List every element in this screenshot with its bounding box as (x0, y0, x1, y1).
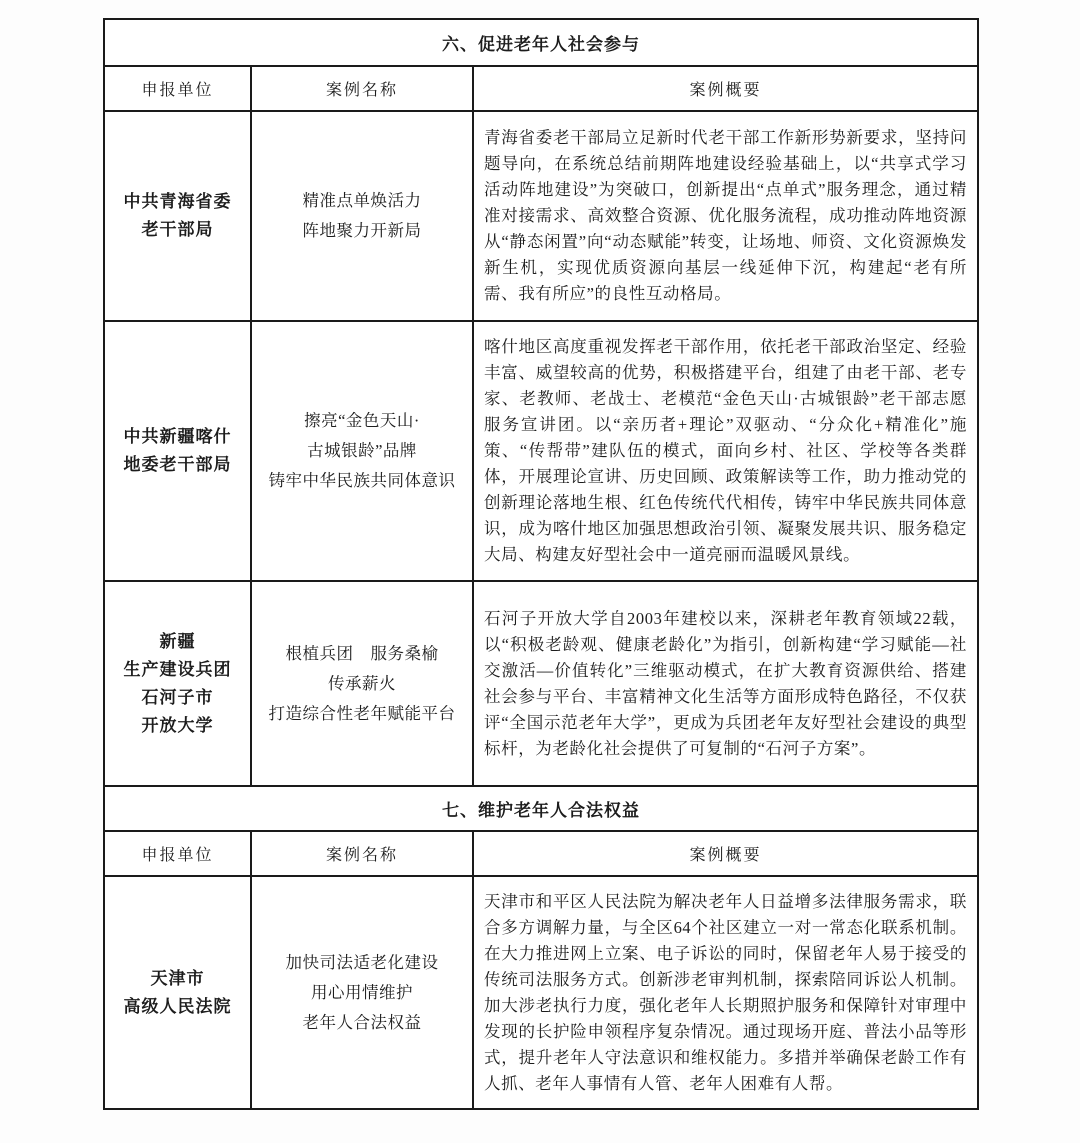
case-name-line: 古城银龄”品牌 (307, 441, 417, 460)
column-header-case: 案例名称 (250, 832, 472, 875)
section-7-header-row (105, 830, 977, 875)
table-row (105, 875, 977, 1108)
case-name-line: 打造综合性老年赋能平台 (268, 703, 456, 723)
case-name-cell (250, 322, 472, 580)
section-title-text: 七、维护老年人合法权益 (442, 801, 640, 820)
table-row (105, 580, 977, 785)
case-name-line: 根植兵团 服务桑榆 (285, 643, 439, 663)
case-name-line: 老年人合法权益 (302, 1012, 422, 1032)
unit-cell (105, 322, 250, 580)
section-title-text: 六、促进老年人社会参与 (442, 35, 640, 54)
unit-line: 高级人民法院 (123, 996, 232, 1016)
summary-cell (472, 582, 977, 785)
table-row (105, 320, 977, 580)
summary-text: 天津市和平区人民法院为解决老年人日益增多法律服务需求，联合多方调解力量，与全区64个社区建立一对一常态化联系机制。在大力推进网上立案、电子诉讼的同时，保留老年人易于接受的传统司法服务方式。创新涉老审判机制，探索陪同诉讼人机制。加大涉老执行力度，强化老年人长期照护服务和保障针对审理中发现的长护险申领程序复杂情况。通过现场开庭、普法小品等形式，提升老年人守法意识和维权能力。多措并举确保老龄工作有人抓、老年人事情有人管、老年人困难有人帮。 (484, 891, 967, 1093)
unit-line: 地委老干部局 (123, 455, 232, 474)
unit-cell (105, 877, 250, 1108)
summary-cell (472, 322, 977, 580)
unit-line: 开放大学 (141, 715, 214, 735)
unit-line: 天津市 (150, 968, 205, 988)
unit-line: 石河子市 (141, 687, 214, 707)
case-table (103, 18, 979, 1110)
summary-cell (472, 112, 977, 320)
case-name-cell (250, 112, 472, 320)
unit-line: 新疆 (159, 631, 196, 651)
unit-cell (105, 582, 250, 785)
case-name-line: 铸牢中华民族共同体意识 (268, 471, 456, 490)
section-6-title (105, 20, 977, 65)
case-name-cell (250, 582, 472, 785)
summary-cell (472, 877, 977, 1108)
summary-text: 青海省委老干部局立足新时代老干部工作新形势新要求，坚持问题导向，在系统总结前期阵地建设经验基础上，以“共享式学习活动阵地建设”为突破口，创新提出“点单式”服务理念，通过精准对接需求、高效整合资源、优化服务流程，成功推动阵地资源从“静态闲置”向“动态赋能”转变，让场地、师资、文化资源焕发新生机，实现优质资源向基层一线延伸下沉，构建起“老有所需、我有所应”的良性互动格局。 (484, 128, 967, 303)
case-name-line: 精准点单焕活力 (302, 191, 422, 210)
table-row (105, 110, 977, 320)
case-name-line: 用心用情维护 (311, 982, 413, 1002)
summary-text: 石河子开放大学自2003年建校以来，深耕老年教育领域22载，以“积极老龄观、健康老龄化”为指引，创新构建“学习赋能—社交激活—价值转化”三维驱动模式，在扩大教育资源供给、搭建社会参与平台、丰富精神文化生活等方面形成特色路径，不仅获评“全国示范老年大学”，更成为兵团老年友好型社会建设的典型标杆，为老龄化社会提供了可复制的“石河子方案”。 (484, 608, 967, 758)
case-name-line: 加快司法适老化建设 (285, 952, 439, 972)
unit-line: 中共青海省委 (123, 192, 232, 211)
case-name-line: 擦亮“金色天山· (304, 411, 420, 430)
section-6-header-row (105, 65, 977, 110)
unit-cell (105, 112, 250, 320)
summary-text: 喀什地区高度重视发挥老干部作用，依托老干部政治坚定、经验丰富、威望较高的优势，积极搭建平台，组建了由老干部、老专家、老教师、老战士、老模范“金色天山·古城银龄”老干部志愿服务宣讲团。以“亲历者+理论”双驱动、“分众化+精准化”施策、“传帮带”建队伍的模式，面向乡村、社区、学校等各类群体，开展理论宣讲、历史回顾、政策解读等工作，助力推动党的创新理论落地生根、红色传统代代相传，铸牢中华民族共同体意识，成为喀什地区加强思想政治引领、凝聚发展共识、服务稳定大局、构建友好型社会中一道亮丽而温暖风景线。 (484, 337, 967, 564)
case-name-line: 阵地聚力开新局 (302, 221, 422, 240)
column-header-unit: 申报单位 (141, 847, 214, 864)
unit-line: 中共新疆喀什 (123, 427, 232, 446)
column-header-summary: 案例概要 (472, 832, 977, 875)
case-name-cell (250, 877, 472, 1108)
unit-line: 老干部局 (141, 220, 214, 239)
column-header-unit: 申报单位 (141, 82, 214, 99)
section-7-title (105, 785, 977, 830)
unit-line: 生产建设兵团 (123, 659, 232, 679)
case-name-line: 传承薪火 (328, 673, 396, 693)
column-header-summary: 案例概要 (472, 67, 977, 110)
column-header-case: 案例名称 (250, 67, 472, 110)
